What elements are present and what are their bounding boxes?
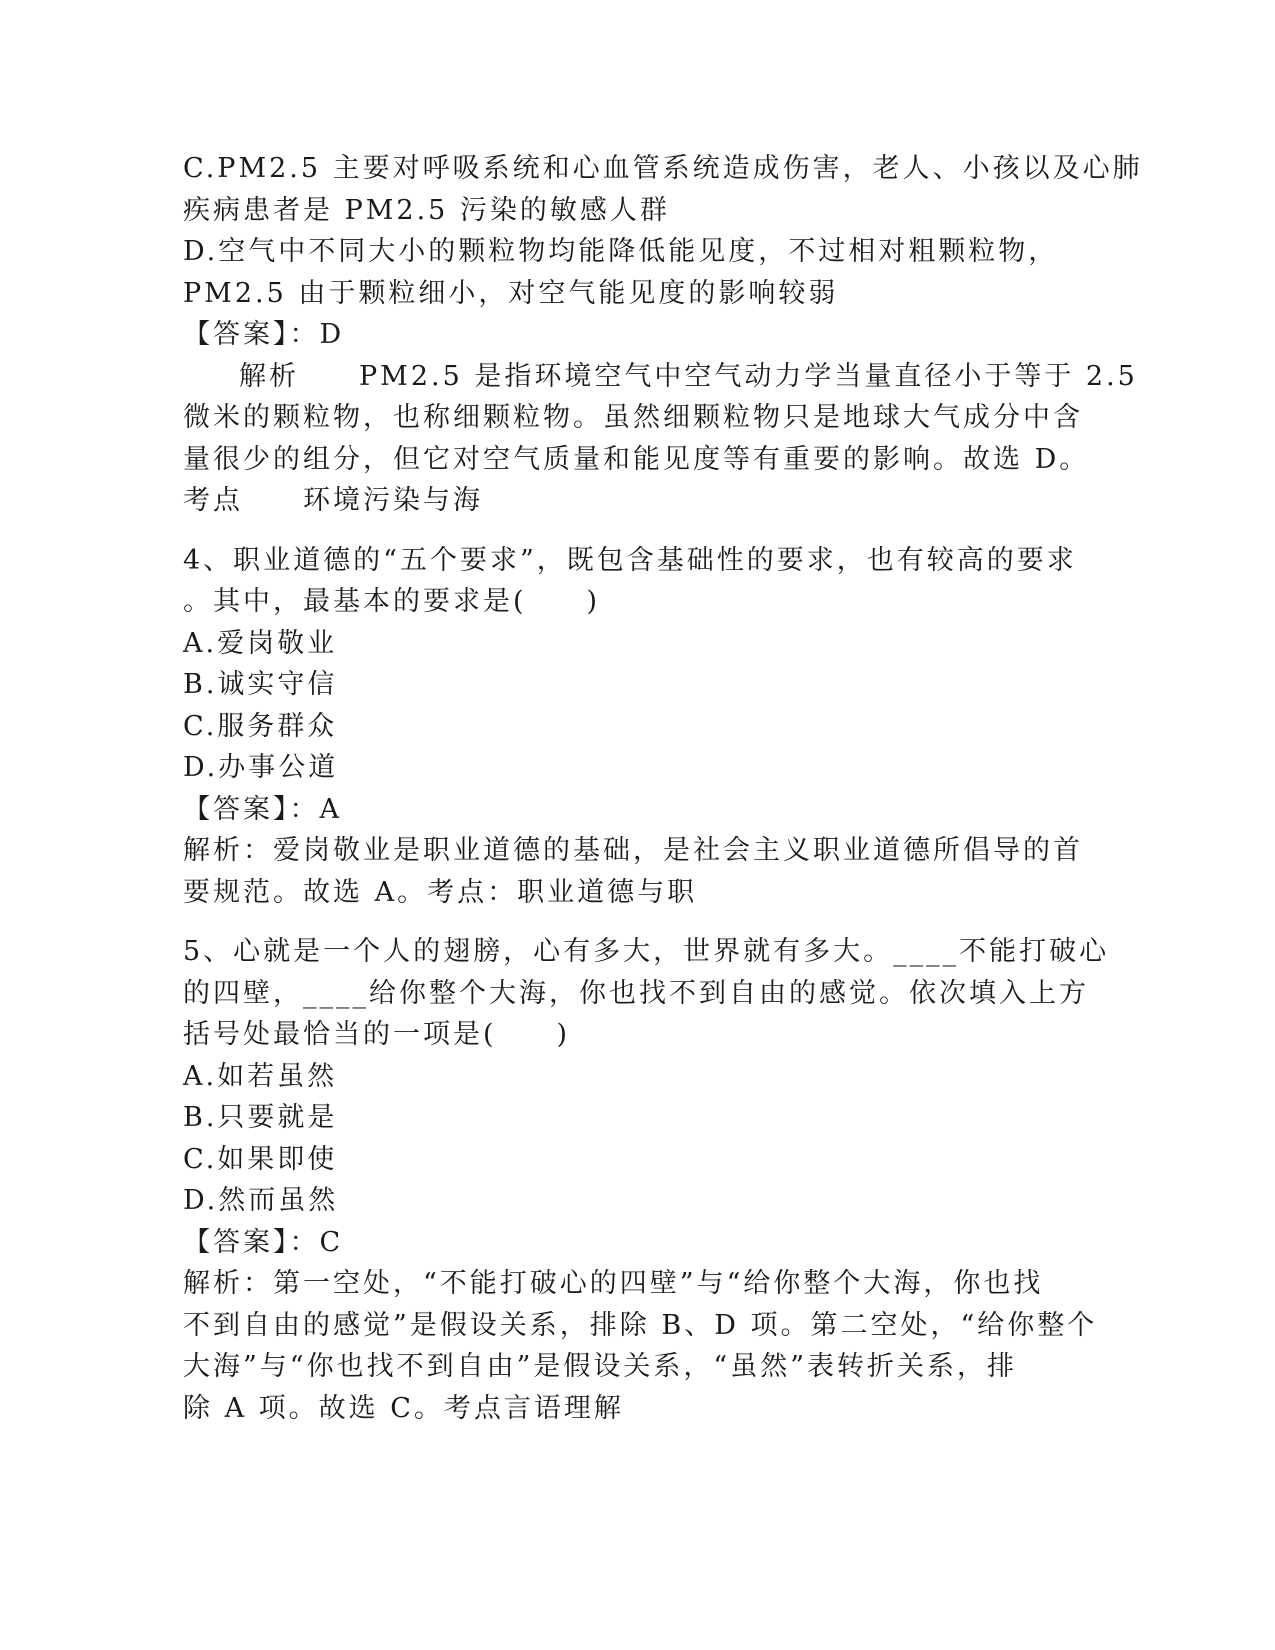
option-d: D.然而虽然	[183, 1185, 339, 1216]
question-4	[183, 540, 1083, 914]
option-c: C.服务群众	[183, 710, 338, 742]
option-d: D.办事公道	[183, 752, 339, 783]
answer: 【答案】：A	[183, 793, 342, 825]
kaodian: 考点 环境污染与海	[183, 485, 483, 516]
analysis-line-3: 大海”与“你也找不到自由”是假设关系，“虽然”表转折关系，排	[183, 1351, 1018, 1382]
document-page	[183, 148, 1143, 1429]
analysis-line-4: 除 A 项。故选 C。考点言语理解	[183, 1392, 624, 1424]
stem-line-1: 5、心就是一个人的翅膀，心有多大，世界就有多大。____不能打破心	[183, 936, 1110, 967]
analysis-line-3: 量很少的组分，但它对空气质量和能见度等有重要的影响。故选 D。	[183, 443, 1090, 475]
question-5	[183, 931, 1110, 1429]
option-b: B.诚实守信	[183, 669, 338, 700]
option-c-line-2: 疾病患者是 PM2.5 污染的敏感人群	[183, 194, 670, 226]
analysis-line-1: 解析 PM2.5 是指环境空气中空气动力学当量直径小于等于 2.5	[239, 360, 1138, 392]
option-a: A.爱岗敬业	[183, 627, 338, 659]
stem-line-3: 括号处最恰当的一项是( )	[183, 1019, 571, 1050]
analysis-line-1: 解析：第一空处，“不能打破心的四壁”与“给你整个大海，你也找	[183, 1268, 1044, 1299]
analysis-line-1: 解析：爱岗敬业是职业道德的基础，是社会主义职业道德所倡导的首	[183, 835, 1083, 866]
option-c-line-1: C.PM2.5 主要对呼吸系统和心血管系统造成伤害，老人、小孩以及心肺	[183, 153, 1143, 184]
stem-line-2: 的四壁，____给你整个大海，你也找不到自由的感觉。依次填入上方	[183, 977, 1089, 1009]
option-a: A.如若虽然	[183, 1060, 338, 1092]
answer: 【答案】：D	[183, 319, 345, 350]
analysis-line-2: 要规范。故选 A。考点：职业道德与职	[183, 876, 698, 908]
stem-line-1: 4、职业道德的“五个要求”，既包含基础性的要求，也有较高的要求	[183, 544, 1077, 576]
question-3	[183, 148, 1143, 522]
answer: 【答案】：C	[183, 1226, 344, 1258]
analysis-line-2: 不到自由的感觉”是假设关系，排除 B、D 项。第二空处，“给你整个	[183, 1309, 1098, 1341]
analysis-line-2: 微米的颗粒物，也称细颗粒物。虽然细颗粒物只是地球大气成分中含	[183, 402, 1083, 433]
option-d-line-1: D.空气中不同大小的颗粒物均能降低能见度，不过相对粗颗粒物，	[183, 236, 1059, 267]
option-c: C.如果即使	[183, 1143, 338, 1175]
option-b: B.只要就是	[183, 1102, 338, 1133]
option-d-line-2: PM2.5 由于颗粒细小，对空气能见度的影响较弱	[183, 277, 839, 309]
stem-line-2: 。其中，最基本的要求是( )	[183, 586, 601, 617]
